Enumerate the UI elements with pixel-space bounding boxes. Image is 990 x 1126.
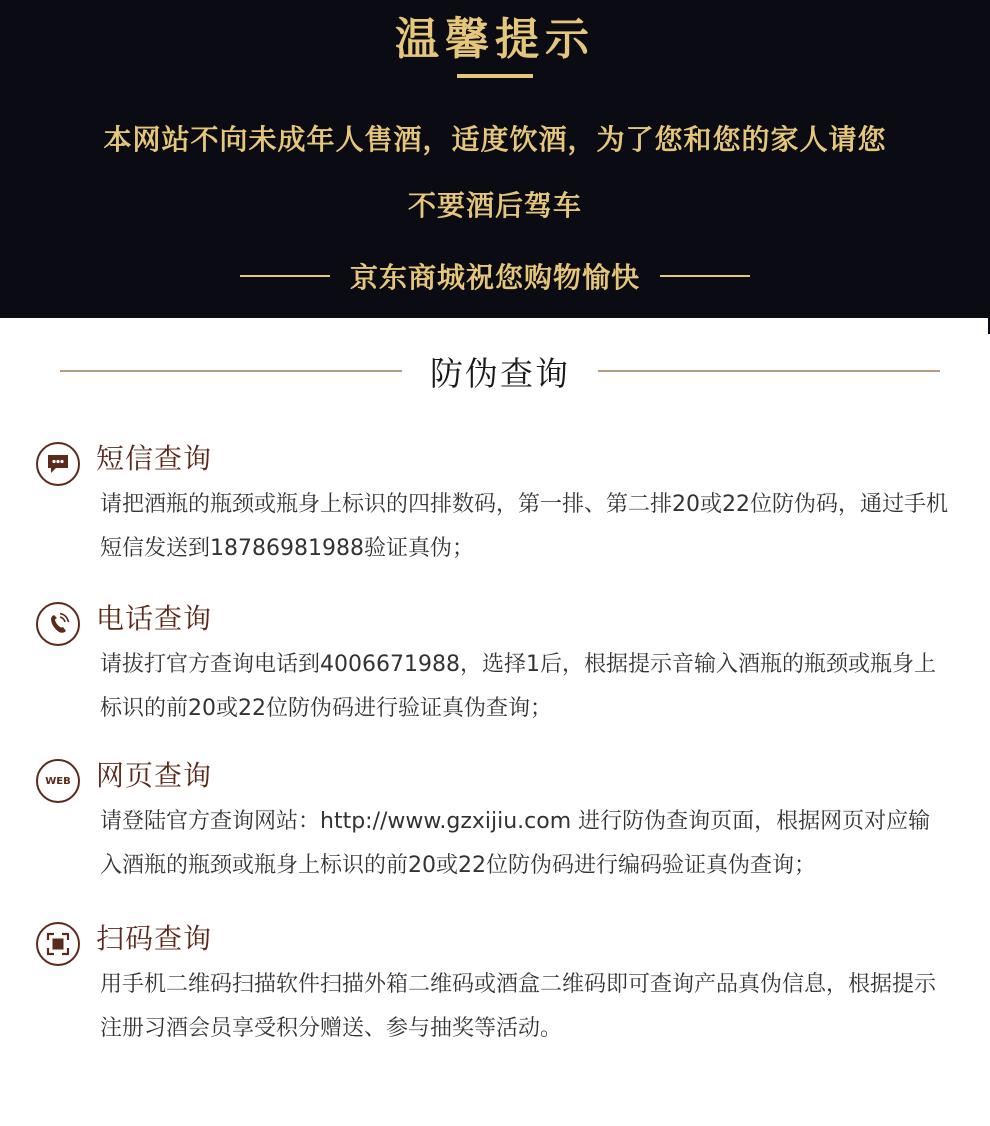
wish-left-rule: [240, 275, 330, 277]
notice-wish: [0, 256, 990, 296]
method-scan-desc: 用手机二维码扫描软件扫描外箱二维码或酒盒二维码即可查询产品真伪信息，根据提示注册习酒会员享受积分赠送、参与抽奖等活动。: [100, 972, 937, 1041]
chat-bubble-icon: [36, 442, 80, 486]
wish-right-rule: [660, 275, 750, 277]
method-sms-desc: 请把酒瓶的瓶颈或瓶身上标识的四排数码，第一排、第二排20或22位防伪码，通过手机短信发送到18786981988验证真伪；: [100, 492, 948, 561]
header-left-rule: [60, 370, 402, 372]
method-phone-desc: 请拔打官方查询电话到4006671988，选择1后，根据提示音输入酒瓶的瓶颈或瓶身上标识的前20或22位防伪码进行验证真伪查询；: [100, 652, 936, 721]
notice-banner: [0, 0, 990, 318]
method-scan-title: 扫码查询: [96, 922, 213, 955]
web-icon: [36, 759, 80, 803]
notice-line-2: 不要酒后驾车: [407, 189, 582, 222]
method-sms-title: 短信查询: [96, 442, 213, 475]
wish-text: 京东商城祝您购物愉快: [349, 261, 640, 294]
web-icon-text: WEB: [45, 775, 71, 787]
header-right-rule: [598, 370, 940, 372]
notice-line-1: 本网站不向未成年人售酒，适度饮酒，为了您和您的家人请您: [103, 123, 887, 156]
method-phone-title: 电话查询: [96, 602, 213, 635]
notice-title: 温馨提示: [395, 14, 595, 65]
phone-icon: [36, 602, 80, 646]
title-underline: [457, 74, 533, 78]
qr-scan-icon: [36, 922, 80, 966]
method-web-desc: 请登陆官方查询网站：http://www.gzxijiu.com 进行防伪查询页面，根据网页对应输入酒瓶的瓶颈或瓶身上标识的前20或22位防伪码进行编码验证真伪查询；: [100, 809, 931, 878]
section-header: [60, 346, 940, 396]
section-title: 防伪查询: [430, 353, 570, 393]
method-web-title: 网页查询: [96, 759, 213, 792]
